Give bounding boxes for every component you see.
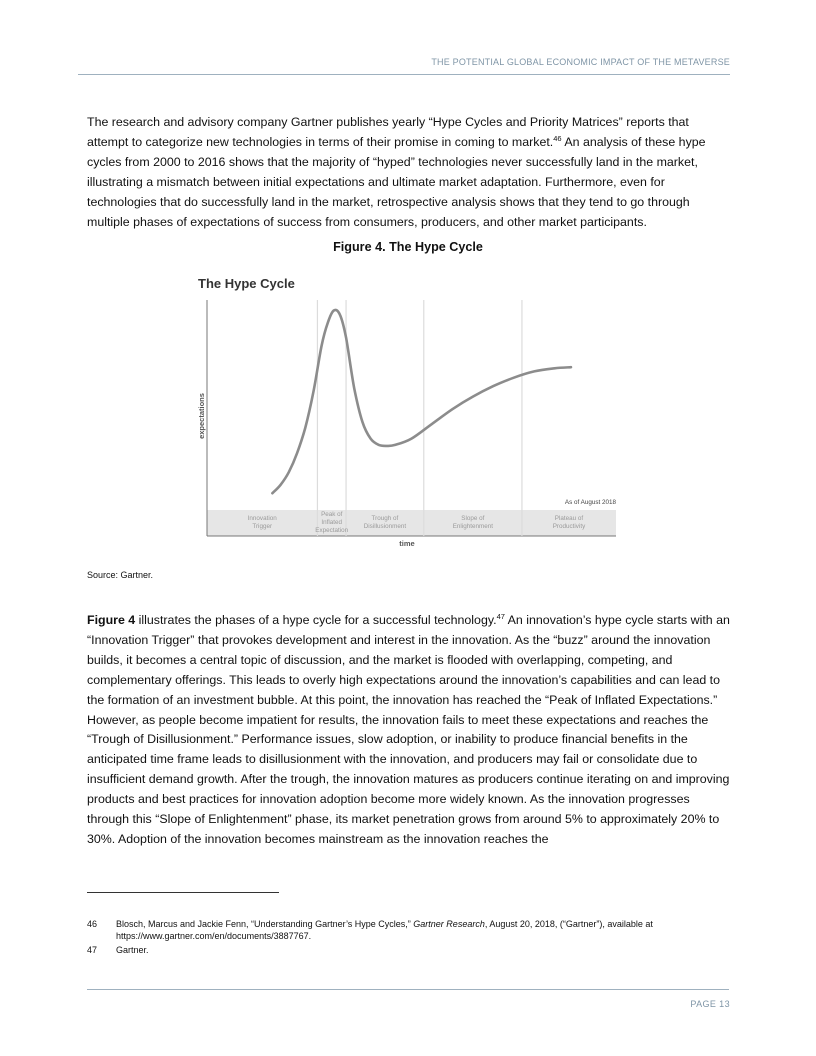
x-axis-label: time <box>399 539 415 548</box>
phase-label-line: Innovation <box>247 515 277 522</box>
footnote-number: 47 <box>87 945 98 955</box>
hype-cycle-figure <box>190 266 620 552</box>
phase-label-line: Peak of <box>321 511 343 518</box>
phase-label-line: Enlightenment <box>452 523 493 530</box>
figure-caption: Figure 4. The Hype Cycle <box>333 240 483 254</box>
footnote-ref-47[interactable]: 47 <box>496 612 505 621</box>
running-header: THE POTENTIAL GLOBAL ECONOMIC IMPACT OF THE METAVERSE <box>431 57 730 67</box>
footnote-46 <box>87 919 727 942</box>
footnote-publication: Gartner Research <box>413 919 485 929</box>
phase-label-line: Disillusionment <box>363 523 407 530</box>
footnote-text <box>116 919 727 942</box>
phase-label-line: Expectation <box>315 527 349 534</box>
phase-dividers <box>317 300 522 536</box>
chart-title: The Hype Cycle <box>198 276 295 291</box>
footnote-text-part[interactable]: , August 20, 2018, (“Gartner”), available at https://www.gartner.com/en/documents/3887767. <box>116 919 653 941</box>
y-axis-label: expectations <box>197 393 206 439</box>
phase-label-line: Inflated <box>321 519 343 526</box>
phase-label <box>553 515 586 530</box>
hype-cycle-chart <box>190 266 620 552</box>
phase-label-line: Plateau of <box>554 515 584 522</box>
footnote-ref-46[interactable]: 46 <box>553 133 562 143</box>
intro-paragraph <box>87 113 732 232</box>
phase-label-line: Slope of <box>461 515 485 522</box>
header-rule <box>78 74 730 75</box>
intro-text-2: An analysis of these hype cycles from 2000 to 2016 shows that the majority of “hyped” technologies never successfully land in the market, illustrating a mismatch between initial expectations and ultimate market adaptation. Furthermore, even for technologies that do successfully land in the market, retrospective analysis shows that they tend to go through multiple phases of expectations of success from consumers, producers, and other market participants. <box>87 134 706 229</box>
figure-source: Source: Gartner. <box>87 570 154 580</box>
page-number: PAGE 13 <box>690 999 730 1009</box>
figure-reference: Figure 4 <box>87 613 136 627</box>
phase-label-line: Productivity <box>552 523 586 530</box>
footnote-number: 46 <box>87 919 98 929</box>
footnote-47 <box>87 945 727 957</box>
footnote-rule <box>87 892 279 893</box>
as-of-annotation: As of August 2018 <box>564 499 616 506</box>
phase-label-line: Trigger <box>252 523 273 530</box>
body-text-1: illustrates the phases of a hype cycle for a successful technology. <box>135 613 497 627</box>
footnote-text-part: Blosch, Marcus and Jackie Fenn, “Understanding Gartner’s Hype Cycles,” <box>116 919 414 929</box>
footnote-text: Gartner. <box>116 945 149 955</box>
footer-rule <box>87 989 729 990</box>
body-text-2: An innovation’s hype cycle starts with an “Innovation Trigger” that provokes development and interest in the innovation. As the “buzz” around the innovation builds, it becomes a central topic of discussion, and the market is flooded with overlapping, competing, and complementary offerings. This leads to overly high expectations around the innovation’s capabilities and can lead to the formation of an investment bubble. At this point, the innovation has reached the “Peak of Inflated Expectations.” However, as people become impatient for results, the innovation fails to meet these expectations and reaches the “Trough of Disillusionment.” Performance issues, slow adoption, or inability to produce financial benefits in the anticipated time frame leads to disillusionment with the innovation, and producers may fail or consolidate due to insufficient demand growth. After the trough, the innovation matures as producers continue iterating on and improving products and best practices for innovation adoption become more widely known. As the innovation progresses through this “Slope of Enlightenment” phase, its market penetration grows from around 5% to approximately 20% to 30%. Adoption of the innovation becomes mainstream as the innovation reaches the <box>87 613 730 846</box>
phase-label-line: Trough of <box>371 515 399 522</box>
intro-text-1: The research and advisory company Gartner publishes yearly “Hype Cycles and Priority Matrices” reports that attempt to categorize new technologies in terms of their promise in coming to market. <box>87 115 689 149</box>
body-paragraph <box>87 611 732 850</box>
